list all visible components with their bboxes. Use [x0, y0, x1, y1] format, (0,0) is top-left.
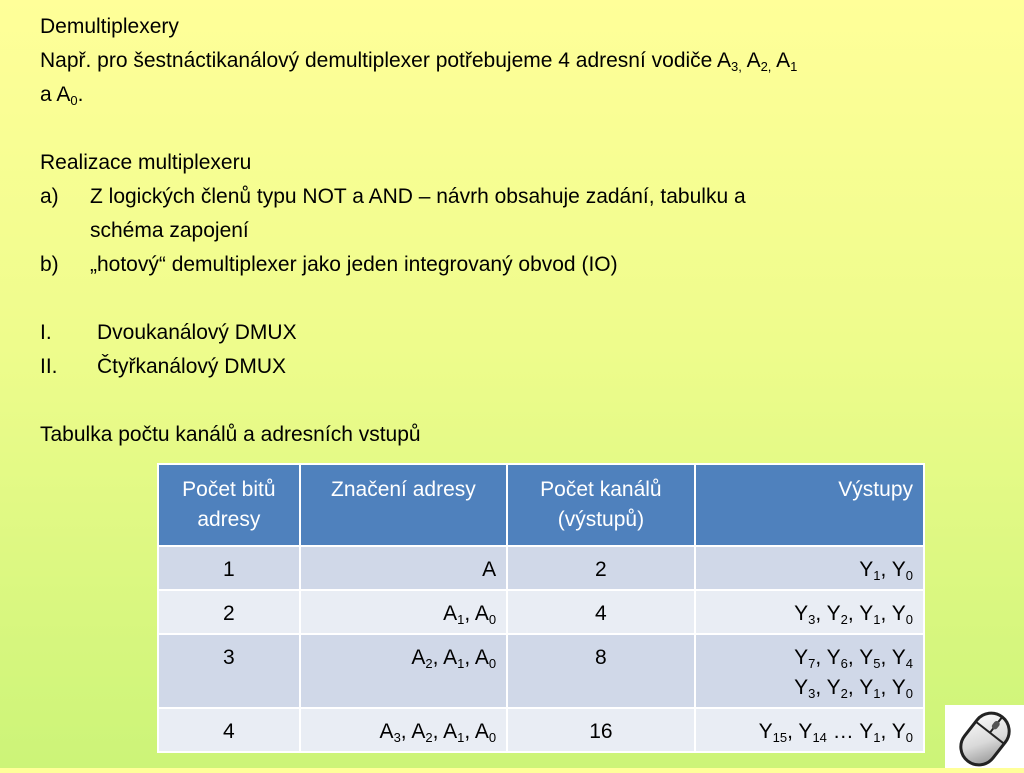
header-outputs: Výstupy: [695, 464, 924, 546]
cell-outputs: $Y_1$, $Y_0$: [695, 546, 924, 590]
computer-mouse-icon: [945, 705, 1024, 768]
intro-line: Např. pro šestnáctikanálový demultiplexer potřebujeme 4 adresní vodiče $A_{3,}$ $A_{2,}$ $A_1$: [40, 49, 798, 74]
roman-marker: II.: [40, 355, 58, 378]
header-address: Značení adresy: [300, 464, 507, 546]
list-text: Z logických členů typu NOT a AND – návrh obsahuje zadání, tabulku a schéma zapojení: [90, 185, 746, 242]
cell-bits: 1: [158, 546, 300, 590]
cell-channels: 8: [507, 634, 695, 708]
cell-outputs: $Y_3$, $Y_2$, $Y_1$, $Y_0$: [695, 590, 924, 634]
table-row: [158, 634, 924, 708]
cell-bits: 3: [158, 634, 300, 708]
cell-bits: 4: [158, 708, 300, 752]
cell-address: $A_3$, $A_2$, $A_1$, $A_0$: [300, 708, 507, 752]
list-marker: a): [40, 185, 59, 208]
slide-text: [40, 10, 1000, 452]
intro-line-2: a $A_0$.: [40, 83, 84, 108]
realization-title: Realizace multiplexeru: [40, 151, 252, 174]
roman-marker: I.: [40, 321, 52, 344]
cell-address: $A_1$, $A_0$: [300, 590, 507, 634]
table-header-row: [158, 464, 924, 546]
cell-channels: 16: [507, 708, 695, 752]
cell-outputs: $Y_{15}$, $Y_{14}$ … $Y_1$, $Y_0$: [695, 708, 924, 752]
list-item: [40, 180, 1000, 248]
list-marker: b): [40, 253, 59, 276]
cell-bits: 2: [158, 590, 300, 634]
spacer: [40, 112, 1000, 146]
cell-channels: 4: [507, 590, 695, 634]
table-row: [158, 546, 924, 590]
spacer: [40, 282, 1000, 316]
roman-list-item: [40, 350, 1000, 384]
cell-outputs: $Y_7$, $Y_6$, $Y_5$, $Y_4$ $Y_3$, $Y_2$, $Y_1$, $Y_0$: [695, 634, 924, 708]
table-row: [158, 590, 924, 634]
cell-address: $A_2$, $A_1$, $A_0$: [300, 634, 507, 708]
roman-text: Čtyřkanálový DMUX: [97, 355, 287, 378]
channel-table: [157, 463, 925, 753]
header-bits: Počet bitů adresy: [158, 464, 300, 546]
list-text: „hotový“ demultiplexer jako jeden integrovaný obvod (IO): [90, 253, 618, 276]
roman-list-item: [40, 316, 1000, 350]
table-row: [158, 708, 924, 752]
table-caption: Tabulka počtu kanálů a adresních vstupů: [40, 423, 421, 446]
header-channels: Počet kanálů (výstupů): [507, 464, 695, 546]
roman-text: Dvoukanálový DMUX: [97, 321, 297, 344]
spacer: [40, 384, 1000, 418]
list-item: [40, 248, 1000, 282]
cell-channels: 2: [507, 546, 695, 590]
slide-heading: Demultiplexery: [40, 15, 179, 38]
cell-address: A: [300, 546, 507, 590]
